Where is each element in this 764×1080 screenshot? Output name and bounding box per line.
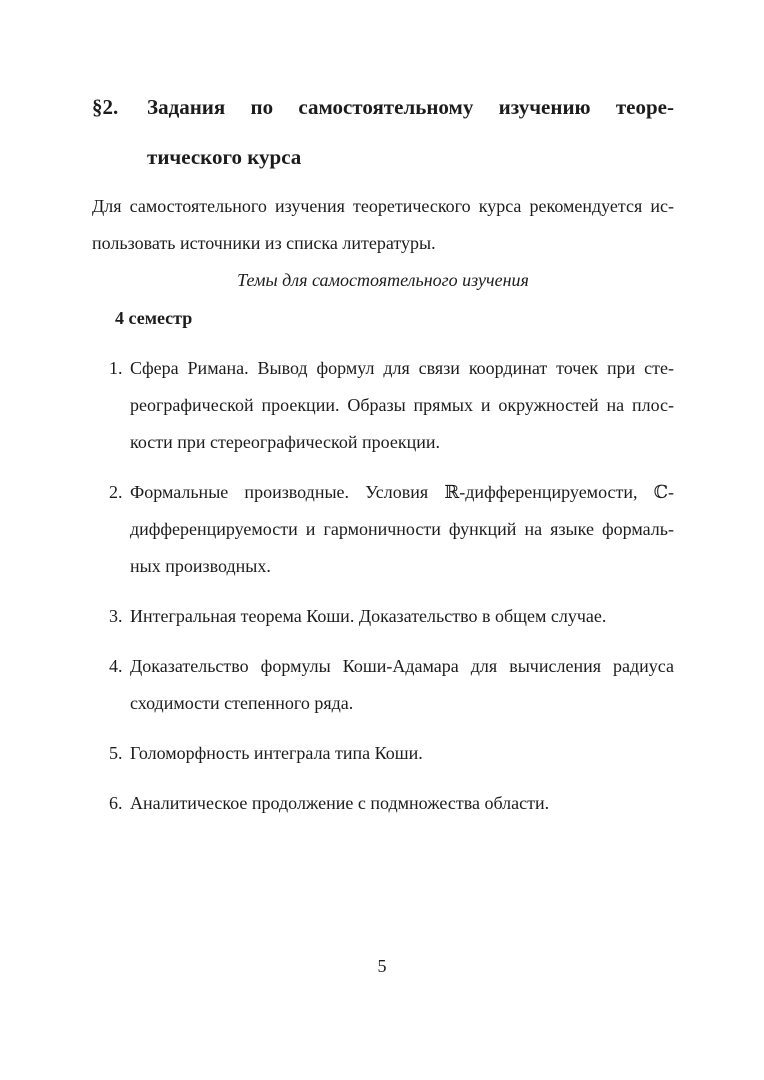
intro-line-1: Для самостоятельного изучения теоретического курса рекомендуется ис- xyxy=(92,196,674,216)
section-number: §2. xyxy=(92,95,119,119)
list-item-line: Доказательство формулы Коши-Адамара для вычисления радиуса xyxy=(130,656,674,676)
list-item xyxy=(92,648,674,722)
section-heading xyxy=(92,82,674,182)
topics-subtitle: Темы для самостоятельного изучения xyxy=(237,270,529,290)
topics-list xyxy=(92,350,674,822)
list-item-line: кости при стереографической проекции. xyxy=(130,432,440,452)
list-item-line: Аналитическое продолжение с подмножества области. xyxy=(130,793,550,813)
list-item-line: сходимости степенного ряда. xyxy=(130,693,354,713)
list-item-line: ных производных. xyxy=(130,556,271,576)
list-item-number: 1. xyxy=(109,358,123,378)
list-item xyxy=(92,598,674,635)
list-item-line: Интегральная теорема Коши. Доказательство в общем случае. xyxy=(130,606,607,626)
page-number: 5 xyxy=(377,956,387,976)
intro-line-2: пользовать источники из списка литературы. xyxy=(92,233,436,253)
list-item-number: 3. xyxy=(109,606,123,626)
semester-heading: 4 семестр xyxy=(115,308,193,328)
list-item-number: 6. xyxy=(109,793,123,813)
list-item-number: 5. xyxy=(109,743,123,763)
list-item-line: реографической проекции. Образы прямых и окружностей на плос- xyxy=(130,395,674,415)
list-item-line: Формальные производные. Условия ℝ-дифференцируемости, ℂ- xyxy=(130,482,674,502)
intro-paragraph xyxy=(92,188,674,262)
list-item-line: дифференцируемости и гармоничности функций на языке формаль- xyxy=(130,519,674,539)
list-item-line: Сфера Римана. Вывод формул для связи координат точек при сте- xyxy=(130,358,674,378)
list-item xyxy=(92,350,674,461)
list-item-line: Голоморфность интеграла типа Коши. xyxy=(130,743,423,763)
list-item xyxy=(92,735,674,772)
section-heading-line-1: Задания по самостоятельному изучению теоре- xyxy=(147,95,674,119)
list-item-number: 4. xyxy=(109,656,123,676)
list-item xyxy=(92,785,674,822)
list-item xyxy=(92,474,674,585)
section-heading-line-2: тического курса xyxy=(147,145,302,169)
list-item-number: 2. xyxy=(109,482,123,502)
